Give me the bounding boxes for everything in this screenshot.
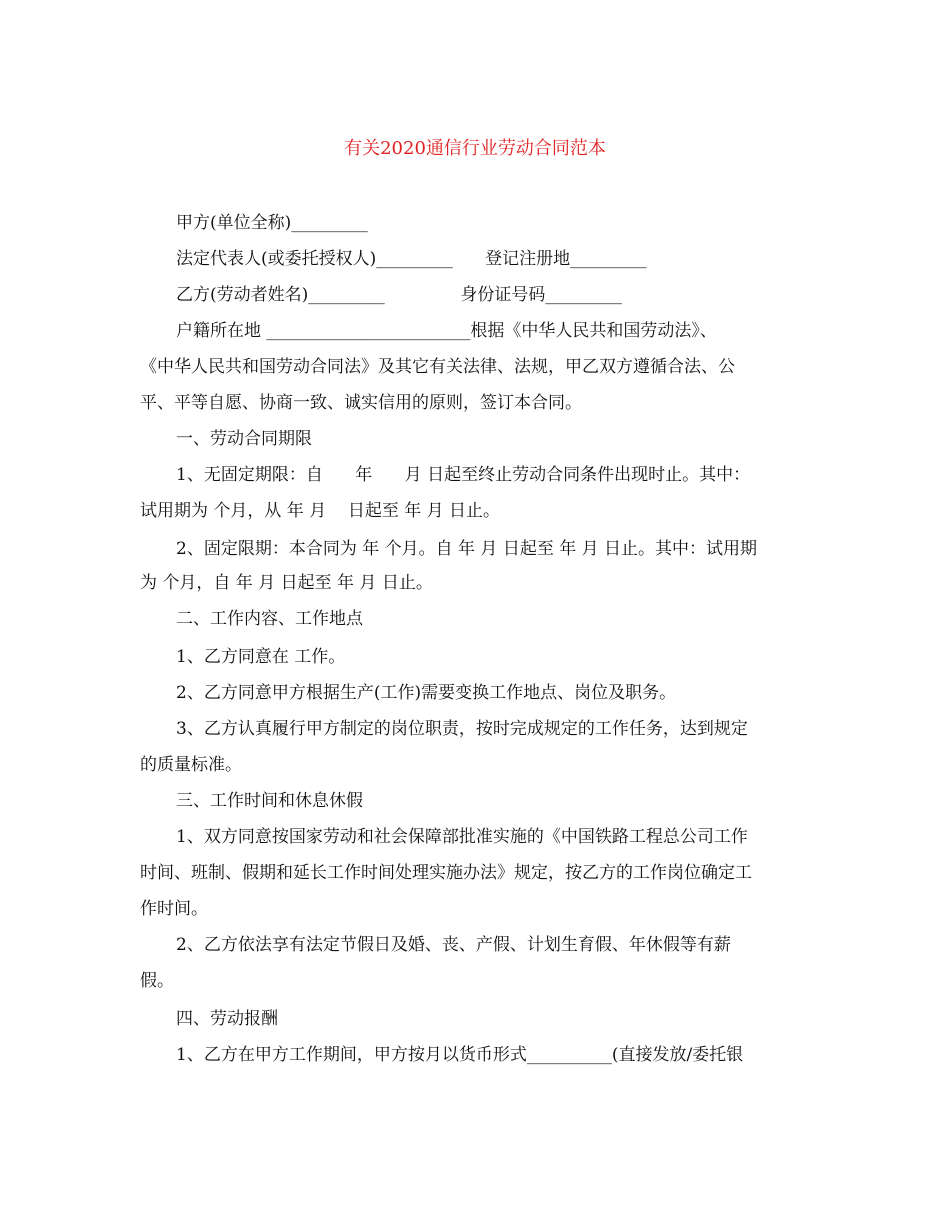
- clause-line: 试用期为 个月，从 年 月 日起至 年 月 日止。: [140, 501, 501, 521]
- clause-line: 的质量标准。: [140, 755, 242, 775]
- household-line: 户籍所在地 ________________________根据《中华人民共和国劳动法》、: [176, 321, 717, 341]
- party-b-line: 乙方(劳动者姓名)_________ 身份证号码_________: [176, 285, 622, 305]
- section-heading: 二、工作内容、工作地点: [176, 609, 363, 629]
- document-title: 有关2020通信行业劳动合同范本: [344, 138, 606, 159]
- paragraph-line: 《中华人民共和国劳动合同法》及其它有关法律、法规，甲乙双方遵循合法、公: [140, 357, 735, 377]
- party-a-line: 甲方(单位全称)_________: [176, 213, 368, 233]
- clause-line: 假。: [140, 971, 174, 991]
- clause-line: 为 个月，自 年 月 日起至 年 月 日止。: [140, 573, 433, 593]
- clause-line: 3、乙方认真履行甲方制定的岗位职责，按时完成规定的工作任务，达到规定: [176, 719, 748, 739]
- clause-line: 1、乙方同意在 工作。: [176, 647, 346, 667]
- clause-line: 2、乙方同意甲方根据生产(工作)需要变换工作地点、岗位及职务。: [176, 683, 677, 703]
- legal-rep-line: 法定代表人(或委托授权人)_________ 登记注册地_________: [176, 249, 647, 269]
- clause-line: 1、无固定期限：自 年 月 日起至终止劳动合同条件出现时止。其中：: [176, 465, 751, 485]
- section-heading: 三、工作时间和休息休假: [176, 791, 363, 811]
- clause-line: 时间、班制、假期和延长工作时间处理实施办法》规定，按乙方的工作岗位确定工: [140, 863, 752, 883]
- section-heading: 四、劳动报酬: [176, 1009, 278, 1029]
- section-heading: 一、劳动合同期限: [176, 429, 312, 449]
- clause-line: 作时间。: [140, 899, 208, 919]
- clause-line: 2、固定限期：本合同为 年 个月。自 年 月 日起至 年 月 日止。其中：试用期: [176, 539, 758, 559]
- clause-line: 2、乙方依法享有法定节假日及婚、丧、产假、计划生育假、年休假等有薪: [176, 935, 731, 955]
- clause-line: 1、乙方在甲方工作期间，甲方按月以货币形式__________(直接发放/委托银: [176, 1045, 744, 1065]
- clause-line: 1、双方同意按国家劳动和社会保障部批准实施的《中国铁路工程总公司工作: [176, 827, 748, 847]
- paragraph-line: 平、平等自愿、协商一致、诚实信用的原则，签订本合同。: [140, 393, 582, 413]
